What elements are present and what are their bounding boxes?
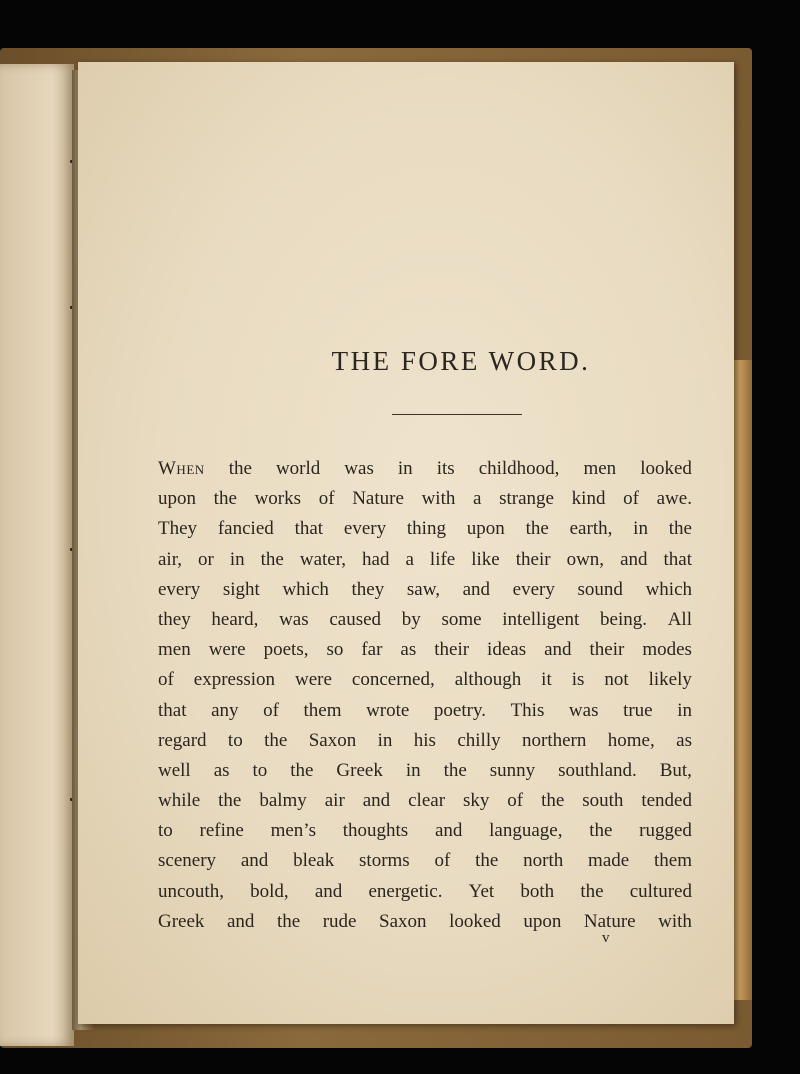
word: rude	[322, 910, 357, 932]
word: they	[351, 578, 385, 600]
word: uncouth,	[158, 880, 224, 902]
word: the	[589, 820, 613, 842]
word: looked	[640, 458, 692, 479]
word: energetic.	[368, 880, 443, 902]
text-line	[158, 575, 692, 605]
word: any	[211, 699, 239, 721]
word: of	[158, 669, 174, 691]
word: that	[158, 699, 187, 721]
word: clear	[408, 790, 446, 812]
word: and	[240, 850, 269, 872]
word: every	[512, 578, 555, 600]
word: them	[303, 699, 342, 721]
word: his	[413, 729, 436, 751]
word: sunny	[489, 759, 536, 781]
text-line	[158, 756, 692, 786]
word: every	[343, 518, 387, 540]
body-paragraph	[158, 454, 692, 937]
word: rugged	[639, 820, 692, 842]
word: of	[623, 488, 639, 510]
word: Saxon	[308, 729, 357, 751]
word: own,	[566, 548, 605, 570]
word: the	[475, 850, 499, 872]
word: strange	[499, 488, 554, 510]
word: in	[405, 759, 421, 781]
word: the	[525, 518, 549, 540]
page-content	[156, 62, 694, 1024]
word: the	[541, 790, 565, 812]
word: was	[344, 458, 374, 479]
word: the	[580, 880, 604, 902]
text-line	[158, 665, 692, 695]
word: in	[397, 458, 413, 479]
word: that	[294, 518, 324, 540]
word: was	[568, 699, 599, 721]
word: bleak	[293, 850, 335, 872]
word: true	[623, 699, 653, 721]
word: with	[421, 488, 456, 510]
word: modes	[642, 639, 692, 661]
word: ideas	[487, 639, 527, 661]
word: were	[295, 669, 332, 691]
word: they	[158, 608, 191, 630]
word: When	[158, 458, 205, 479]
word: far	[361, 639, 383, 661]
word: language,	[489, 820, 563, 842]
word: awe.	[656, 488, 692, 510]
word: likely	[648, 669, 692, 691]
word: southland.	[558, 759, 637, 781]
word: and	[544, 639, 572, 661]
word: caused	[329, 608, 382, 630]
word: expression	[193, 669, 276, 691]
word: This	[510, 699, 545, 721]
word: south	[582, 790, 624, 812]
word: upon	[523, 910, 562, 932]
word: had	[362, 548, 390, 570]
word: upon	[158, 488, 196, 510]
word: with	[658, 910, 692, 932]
word: heard,	[211, 608, 259, 630]
word: and	[620, 548, 648, 570]
word: being.	[600, 608, 647, 630]
word: Greek	[336, 759, 383, 781]
word: of	[318, 488, 335, 510]
word: men’s	[270, 820, 316, 842]
word: storms	[359, 850, 410, 872]
word: the	[218, 790, 242, 812]
text-line	[158, 545, 692, 575]
word: which	[282, 578, 329, 600]
text-line	[158, 816, 692, 846]
word: thoughts	[342, 820, 409, 842]
word: chilly	[457, 729, 501, 751]
word: although	[454, 669, 522, 691]
word: upon	[466, 518, 505, 540]
word: All	[667, 608, 692, 630]
word: bold,	[250, 880, 289, 902]
text-line	[158, 454, 692, 484]
word: a	[405, 548, 414, 570]
word: world	[275, 458, 321, 479]
book-page	[78, 62, 734, 1024]
word: men	[158, 639, 191, 661]
word: in	[677, 699, 692, 721]
word: regard	[158, 729, 207, 751]
word: works	[254, 488, 302, 510]
word: the	[668, 518, 692, 540]
text-line	[158, 696, 692, 726]
word: while	[158, 790, 201, 812]
text-line	[158, 846, 692, 876]
word: sight	[222, 578, 260, 600]
word: Saxon	[379, 910, 427, 932]
word: sound	[577, 578, 623, 600]
word: thing	[406, 518, 446, 540]
text-line	[158, 726, 692, 756]
word: balmy	[259, 790, 307, 812]
word: well	[158, 759, 191, 781]
word: air	[324, 790, 345, 812]
word: not	[604, 669, 629, 691]
text-line	[158, 484, 692, 514]
word: so	[326, 639, 344, 661]
word: sky	[462, 790, 490, 812]
word: the	[228, 458, 252, 479]
word: a	[473, 488, 482, 510]
word: and	[462, 578, 491, 600]
word: is	[571, 669, 585, 691]
word: by	[401, 608, 421, 630]
word: its	[436, 458, 455, 479]
word: or	[198, 548, 214, 570]
word: it	[541, 669, 552, 691]
word: were	[208, 639, 246, 661]
word: and	[314, 880, 343, 902]
word: the	[213, 488, 237, 510]
word: their	[589, 639, 625, 661]
word: men	[583, 458, 617, 479]
word: in	[633, 518, 648, 540]
word: scenery	[158, 850, 217, 872]
word: and	[226, 910, 255, 932]
word: of	[507, 790, 524, 812]
word: as	[400, 639, 417, 661]
word: to	[158, 820, 173, 842]
word: They	[158, 518, 198, 540]
word: northern	[522, 729, 587, 751]
word: which	[645, 578, 692, 600]
word: made	[588, 850, 630, 872]
word: to	[252, 759, 268, 781]
word: air,	[158, 548, 183, 570]
word: Nature	[583, 910, 636, 932]
word: every	[158, 578, 201, 600]
word: that	[663, 548, 692, 570]
word: in	[377, 729, 393, 751]
word: intelligent	[502, 608, 580, 630]
text-line	[158, 877, 692, 907]
word: saw,	[406, 578, 440, 600]
text-line	[158, 514, 692, 544]
word: tended	[641, 790, 692, 812]
word: the	[276, 910, 301, 932]
word: like	[471, 548, 500, 570]
title-rule	[392, 414, 522, 415]
word: kind	[571, 488, 606, 510]
word: them	[654, 850, 692, 872]
word: both	[520, 880, 555, 902]
word: some	[441, 608, 482, 630]
text-line	[158, 635, 692, 665]
word: to	[227, 729, 243, 751]
word: as	[676, 729, 692, 751]
text-line	[158, 605, 692, 635]
word: refine	[199, 820, 244, 842]
word: Nature	[352, 488, 404, 510]
word: of	[263, 699, 279, 721]
word: looked	[449, 910, 501, 932]
word: their	[434, 639, 470, 661]
word: the	[264, 729, 288, 751]
word: Yet	[468, 880, 495, 902]
word: the	[260, 548, 284, 570]
word: poets,	[263, 639, 309, 661]
word: and	[362, 790, 391, 812]
word: as	[213, 759, 230, 781]
word: poetry.	[433, 699, 486, 721]
word: childhood,	[478, 458, 560, 479]
word: wrote	[366, 699, 410, 721]
word: concerned,	[351, 669, 435, 691]
word: water,	[299, 548, 347, 570]
word: and	[434, 820, 463, 842]
page-title: THE FORE WORD.	[331, 346, 591, 376]
word: of	[434, 850, 451, 872]
page-number: v	[602, 930, 610, 946]
word: in	[229, 548, 245, 570]
word: the	[290, 759, 314, 781]
word: north	[523, 850, 564, 872]
word: earth,	[569, 518, 613, 540]
text-line	[158, 786, 692, 816]
word: But,	[659, 759, 692, 781]
word: was	[279, 608, 309, 630]
text-line	[158, 907, 692, 937]
left-page	[0, 64, 74, 1046]
word: home,	[607, 729, 655, 751]
word: Greek	[158, 910, 205, 932]
word: the	[443, 759, 467, 781]
word: life	[429, 548, 456, 570]
word: fancied	[217, 518, 274, 540]
word: cultured	[629, 880, 692, 902]
word: their	[515, 548, 551, 570]
